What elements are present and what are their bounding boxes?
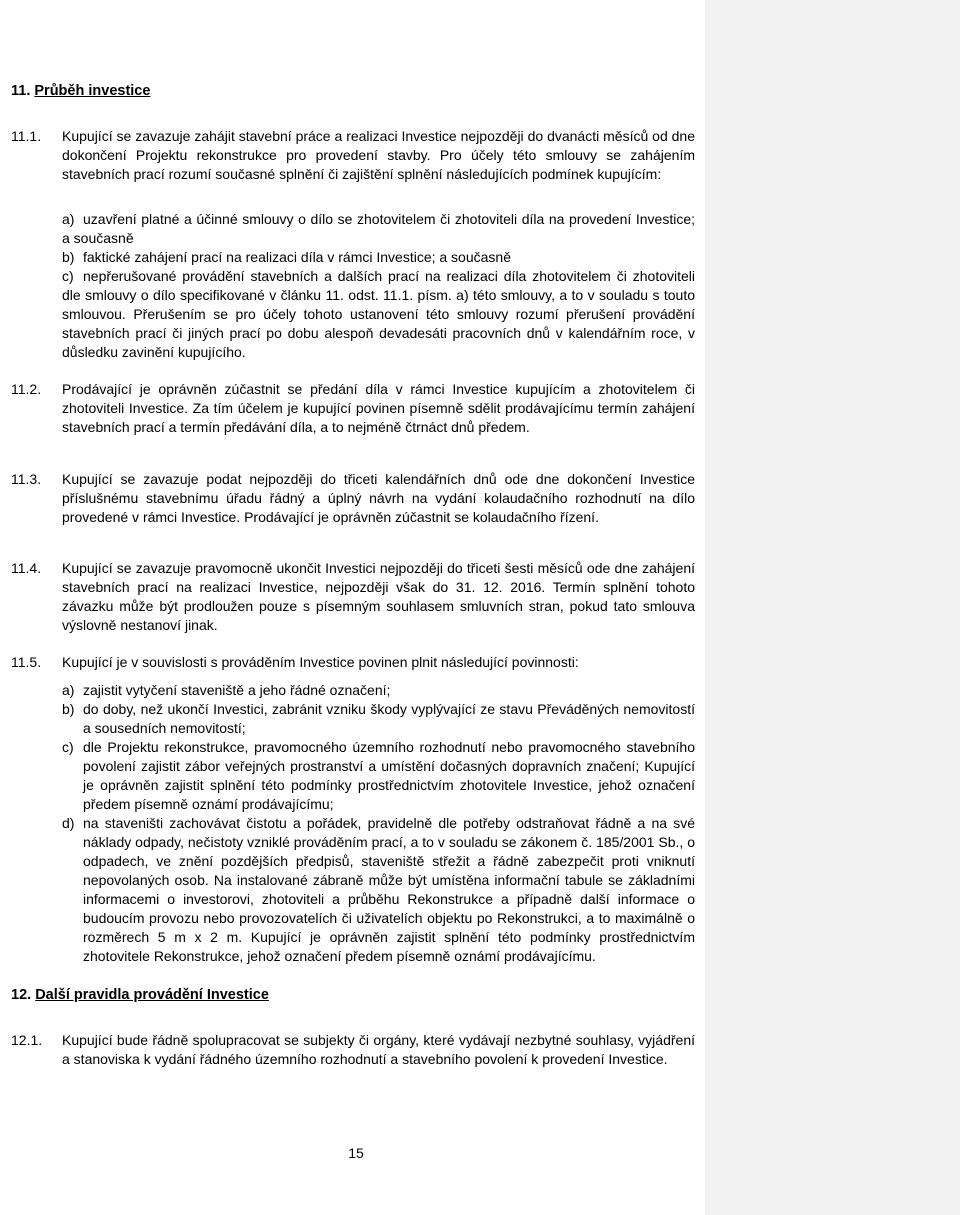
list-item-label: d): [62, 815, 75, 831]
list-item-11-5-d: [62, 814, 695, 966]
list-item-11-1-b: [62, 248, 695, 267]
list-item-11-5-b: [62, 700, 695, 738]
paragraph-11-1: [11, 127, 695, 184]
section-11-heading: [11, 83, 150, 99]
section-12-number: 12.: [11, 987, 32, 1003]
list-item-text: uzavření platné a účinné smlouvy o dílo se zhotovitelem či zhotoviteli díla na provedení Investice; a současně: [62, 211, 695, 246]
paragraph-11-2: [11, 380, 695, 437]
list-item-label: a): [62, 682, 75, 698]
list-item-11-5-a: [62, 681, 695, 700]
paragraph-text: Kupující se zavazuje zahájit stavební práce a realizaci Investice nejpozději do dvanácti měsíců od dne dokončení Projektu rekonstrukce pro provedení stavby. Pro účely této smlouvy se zahájením stavebních prací rozumí současné splnění či zajištění splnění následujících podmínek kupujícím:: [62, 128, 695, 182]
list-item-text: zajistit vytyčení staveniště a jeho řádné označení;: [83, 682, 391, 698]
list-item-11-5-c: [62, 738, 695, 814]
section-12-title: Další pravidla provádění Investice: [35, 987, 269, 1003]
paragraph-12-1: [11, 1031, 695, 1069]
list-item-11-1-c: [62, 267, 695, 362]
paragraph-11-4: [11, 559, 695, 635]
list-item-text: dle Projektu rekonstrukce, pravomocného územního rozhodnutí nebo pravomocného stavebního povolení zajistit zábor veřejných prostranství a umístění dočasných dopravních značení; Kupující je oprávněn zajistit splnění této podmínky prostřednictvím zhotovitele Investice, jehož označení předem písemně oznámí prodávajícímu;: [83, 739, 695, 812]
paragraph-11-3: [11, 470, 695, 527]
list-item-label: c): [62, 268, 74, 284]
list-item-label: c): [62, 739, 74, 755]
paragraph-11-5: [11, 653, 695, 672]
paragraph-number: 11.3.: [11, 471, 42, 487]
paragraph-number: 11.5.: [11, 654, 42, 670]
list-item-text: faktické zahájení prací na realizaci díla v rámci Investice; a současně: [83, 249, 511, 265]
list-item-text: na staveništi zachovávat čistotu a pořádek, pravidelně dle potřeby odstraňovat řádně a na své náklady odpady, nečistoty vzniklé prováděním prací, a to v souladu se zákonem č. 185/2001 Sb., o odpadech, ve znění pozdějších předpisů, staveniště střežit a řádně zabezpečit proti vniknutí nepovolaných osob. Na instalované zábraně může být umístěna informační tabule se základními informacemi o investorovi, zhotoviteli a průběhu Rekonstrukce a případně další informace o budoucím provozu nebo provozovatelích či uživatelích objektu po Rekonstrukci, a to maximálně o rozměrech 5 m x 2 m. Kupující je oprávněn zajistit splnění této podmínky prostřednictvím zhotovitele Rekonstrukce, jehož označení předem písemně oznámí prodávajícímu.: [83, 815, 695, 964]
list-item-label: a): [62, 211, 75, 227]
page-number: 15: [348, 1145, 364, 1161]
paragraph-text: Prodávající je oprávněn zúčastnit se předání díla v rámci Investice kupujícím a zhotovitelem či zhotoviteli Investice. Za tím účelem je kupující povinen písemně sdělit prodávajícímu termín zahájení stavebních prací a termín předávání díla, a to nejméně čtrnáct dnů předem.: [62, 381, 695, 435]
paragraph-number: 11.4.: [11, 560, 42, 576]
list-item-label: b): [62, 249, 75, 265]
paragraph-text: Kupující se zavazuje podat nejpozději do třiceti kalendářních dnů ode dne dokončení Investice příslušnému stavebnímu úřadu řádný a úplný návrh na vydání kolaudačního rozhodnutí na dílo provedené v rámci Investice. Prodávající je oprávněn zúčastnit se kolaudačního řízení.: [62, 471, 695, 525]
list-item-text: nepřerušované provádění stavebních a dalších prací na realizaci díla zhotovitelem či zhotoviteli dle smlouvy o dílo specifikované v článku 11. odst. 11.1. písm. a) této smlouvy, a to v souladu s touto smlouvou. Přerušením se pro účely tohoto ustanovení této smlouvy rozumí přerušení provádění stavebních prací či jiných prací po dobu alespoň devadesáti pracovních dnů v kalendářním roce, v důsledku zavinění kupujícího.: [62, 268, 695, 360]
section-12-heading: [11, 987, 269, 1003]
paragraph-number: 11.1.: [11, 128, 42, 144]
paragraph-text: Kupující bude řádně spolupracovat se subjekty či orgány, které vydávají nezbytné souhlasy, vyjádření a stanoviska k vydání řádného územního rozhodnutí a stavebního povolení k provedení Investice.: [62, 1032, 695, 1067]
paragraph-text: Kupující je v souvislosti s prováděním Investice povinen plnit následující povinnosti:: [62, 654, 579, 670]
section-11-title: Průběh investice: [34, 83, 151, 99]
list-item-label: b): [62, 701, 75, 717]
list-item-text: do doby, než ukončí Investici, zabránit vzniku škody vyplývající ze stavu Převáděných nemovitostí a sousedních nemovitostí;: [83, 701, 695, 736]
comment-markup-pane: [705, 0, 960, 1215]
section-11-number: 11.: [11, 83, 31, 99]
paragraph-number: 12.1.: [11, 1032, 43, 1048]
paragraph-text: Kupující se zavazuje pravomocně ukončit Investici nejpozději do třiceti šesti měsíců ode dne zahájení stavebních prací na realizaci Investice, nejpozději však do 31. 12. 2016. Termín splnění tohoto závazku může být prodloužen pouze s písemným souhlasem smluvních stran, pokud tato smlouva výslovně nestanoví jinak.: [62, 560, 695, 633]
paragraph-number: 11.2.: [11, 381, 42, 397]
list-item-11-1-a: [62, 210, 695, 248]
